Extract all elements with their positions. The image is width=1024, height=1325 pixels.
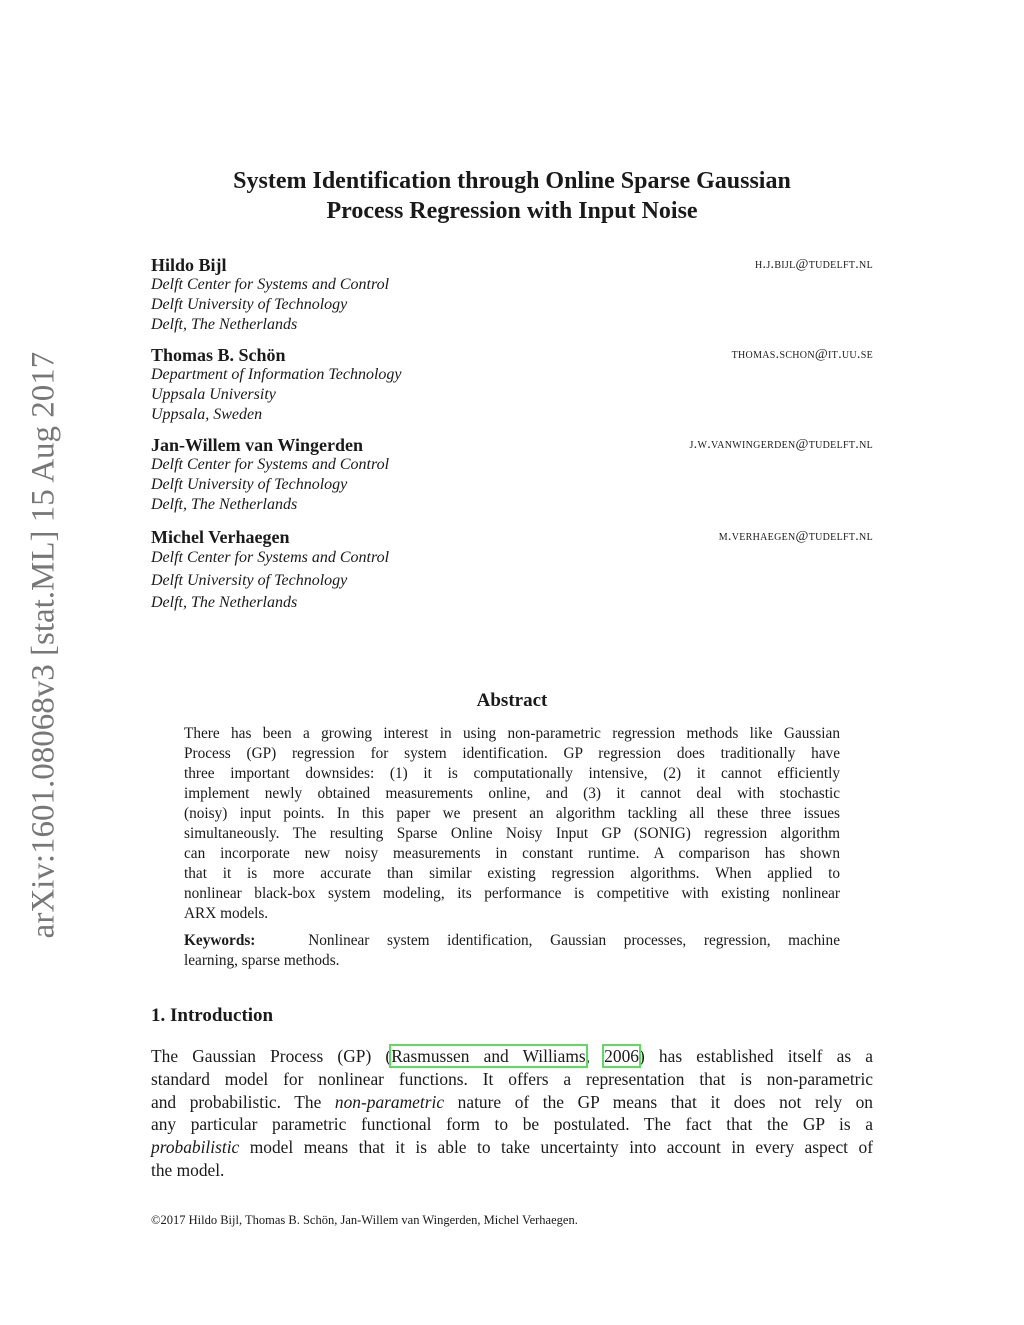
abstract-line: three important downsides: (1) it is computationally intensive, (2) it cannot efficiently [184,765,840,782]
emphasized-text: non-parametric [334,1091,445,1112]
text-segment: standard model for nonlinear functions. It offers a representation that is non-parametric [151,1068,873,1089]
author-affiliation: Delft, The Netherlands [151,496,298,513]
author-email[interactable]: h.j.bijl@tudelft.nl [755,257,873,272]
text-segment: ) has established itself as a [638,1046,874,1066]
author-affiliation: Department of Information Technology [151,366,402,383]
author-affiliation: Delft, The Netherlands [151,594,298,611]
abstract-body [184,724,840,924]
author-name: Jan-Willem van Wingerden [151,435,364,455]
abstract-line: that it is more accurate than similar existing regression algorithms. When applied to [184,865,840,882]
abstract-line: can incorporate new noisy measurements in constant runtime. A comparison has shown [184,845,840,862]
author-block [151,435,873,515]
title-line: System Identification through Online Sparse Gaussian [233,168,791,194]
abstract-line: There has been a growing interest in using non-parametric regression methods like Gaussian [184,725,840,742]
title-line: Process Regression with Input Noise [326,198,698,224]
author-affiliation: Delft Center for Systems and Control [151,549,390,566]
author-affiliation: Uppsala University [151,386,276,403]
author-affiliation: Delft University of Technology [151,571,348,589]
author-affiliation: Uppsala, Sweden [151,406,263,423]
author-email[interactable]: m.verhaegen@tudelft.nl [718,529,873,544]
author-email[interactable]: j.w.vanwingerden@tudelft.nl [689,437,873,452]
arxiv-identifier: arXiv:1601.08068v3 [stat.ML] 15 Aug 2017 [25,351,62,939]
author-block [151,345,873,425]
intro-line [151,1136,873,1159]
citation-link[interactable]: Rasmussen and Williams [391,1046,586,1066]
author-affiliation: Delft Center for Systems and Control [151,276,390,293]
abstract-line: ARX models. [184,905,269,922]
text-segment: nature of the GP means that it does not rely on [444,1091,873,1112]
intro-line [151,1159,873,1182]
keywords-label: Keywords: [184,932,256,949]
text-segment: model means that it is able to take uncertainty into account in every aspect of [239,1137,873,1158]
intro-line [151,1068,873,1091]
text-segment: and probabilistic. The [151,1091,335,1112]
intro-line [151,1045,873,1068]
author-name: Hildo Bijl [151,255,227,275]
author-affiliation: Delft, The Netherlands [151,316,298,333]
text-segment: , [585,1046,605,1066]
author-affiliation: Delft University of Technology [151,476,348,493]
section-heading-introduction: 1. Introduction [151,1005,274,1026]
intro-line [151,1113,873,1136]
abstract-line: simultaneously. The resulting Sparse Online Noisy Input GP (SONIG) regression algorithm [184,825,840,842]
author-name: Michel Verhaegen [151,527,290,547]
author-email[interactable]: thomas.schon@it.uu.se [731,347,873,362]
citation-link[interactable]: 2006 [604,1046,639,1066]
author-block [151,255,873,335]
introduction-body [151,1045,873,1182]
paper-title [0,166,1024,226]
keywords-text: learning, sparse methods. [184,952,340,969]
abstract-line: Process (GP) regression for system identification. GP regression does traditionally have [184,745,840,762]
keywords-text: Nonlinear system identification, Gaussian processes, regression, machine [308,932,840,949]
text-segment: The Gaussian Process (GP) ( [151,1046,392,1066]
text-segment: any particular parametric functional form to be postulated. The fact that the GP is a [151,1114,873,1135]
copyright-footer: ©2017 Hildo Bijl, Thomas B. Schön, Jan-Willem van Wingerden, Michel Verhaegen. [151,1213,578,1227]
abstract-line: nonlinear black-box system modeling, its performance is competitive with existing nonlinear [184,885,840,902]
author-block [151,527,873,615]
abstract-heading: Abstract [476,690,548,711]
abstract-line: implement newly obtained measurements online, and (3) it cannot deal with stochastic [184,785,840,802]
author-name: Thomas B. Schön [151,345,286,365]
keywords [184,931,840,971]
text-segment: the model. [151,1159,225,1180]
author-affiliation: Delft University of Technology [151,296,348,313]
author-affiliation: Delft Center for Systems and Control [151,456,390,473]
abstract-line: (noisy) input points. In this paper we present an algorithm tackling all these three issues [184,805,840,822]
emphasized-text: probabilistic [151,1137,240,1158]
intro-line [151,1091,873,1114]
